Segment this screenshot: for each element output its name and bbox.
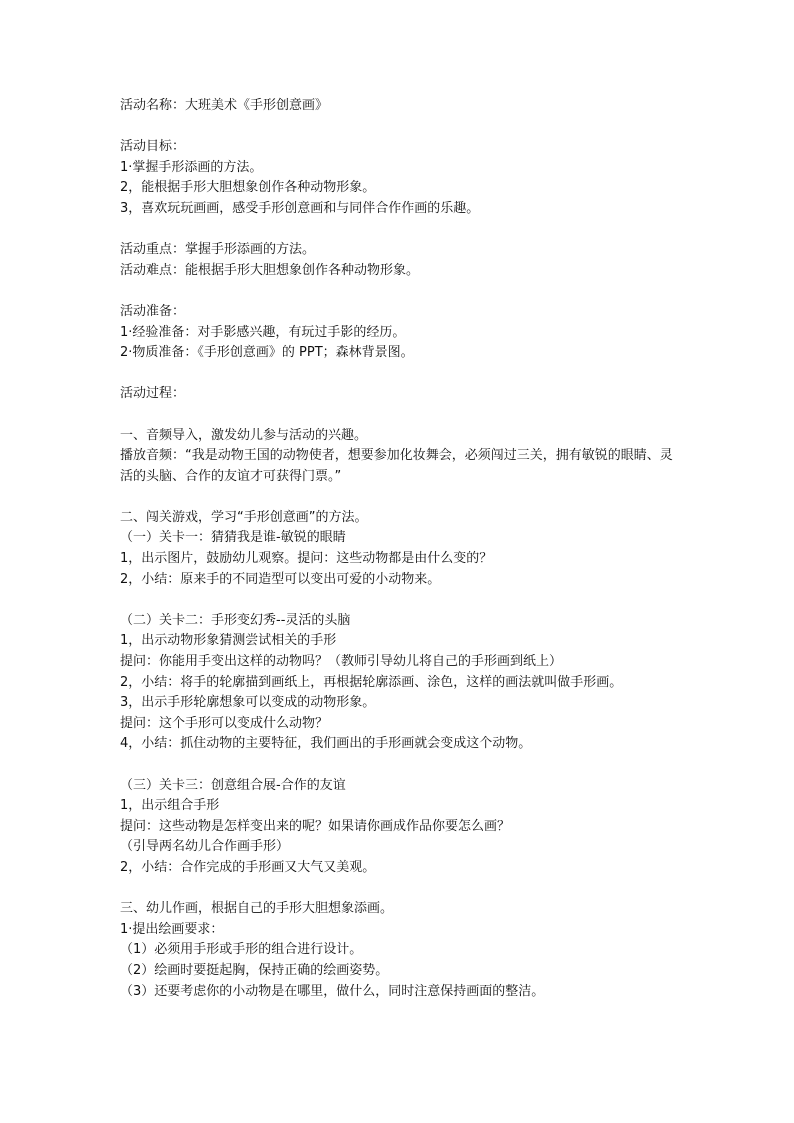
section3-item: （2）绘画时要挺起胸，保持正确的绘画姿势。 — [120, 962, 389, 978]
level2-item: 1，出示动物形象猜测尝试相关的手形 — [120, 633, 337, 649]
section3-item: （1）必须用手形或手形的组合进行设计。 — [120, 942, 363, 958]
spacer — [120, 487, 680, 508]
process-heading: 活动过程： — [120, 386, 186, 402]
level1-heading: （一）关卡一：猜猜我是谁-敏锐的眼睛 — [120, 530, 346, 546]
goal-item: 3，喜欢玩玩画画，感受手形创意画和与同伴合作作画的乐趣。 — [120, 200, 480, 216]
level2-item: 4，小结：抓住动物的主要特征，我们画出的手形画就会变成这个动物。 — [120, 736, 532, 752]
level2-heading: （二）关卡二：手形变幻秀--灵活的头脑 — [120, 612, 351, 628]
spacer — [120, 755, 680, 776]
level3-item: 2，小结：合作完成的手形画又大气又美观。 — [120, 859, 376, 875]
goal-item: 1·掌握手形添画的方法。 — [120, 159, 263, 175]
level2-item: 2，小结：将手的轮廓描到画纸上，再根据轮廓添画、涂色，这样的画法就叫做手形画。 — [120, 674, 623, 690]
section3-item: 1·提出绘画要求： — [120, 921, 224, 937]
preparation-item: 2·物质准备：《手形创意画》的 PPT；森林背景图。 — [120, 345, 414, 361]
level1-item: 2，小结：原来手的不同造型可以变出可爱的小动物来。 — [120, 571, 441, 587]
spacer — [120, 590, 680, 611]
activity-title: 活动名称：大班美术《手形创意画》 — [120, 98, 329, 113]
level2-item: 提问：这个手形可以变成什么动物？ — [120, 715, 329, 731]
level3-item: 提问：这些动物是怎样变出来的呢？如果请你画成作品你要怎么画？ — [120, 818, 511, 834]
level3-item: （引导两名幼儿合作画手形） — [120, 839, 290, 855]
spacer — [120, 364, 680, 385]
section2-heading: 二、闯关游戏，学习“手形创意画”的方法。 — [120, 509, 368, 525]
section1-text: 播放音频：“我是动物王国的动物使者，想要参加化妆舞会，必须闯过三关，拥有敏锐的眼睛、灵活的头脑、合作的友谊才可获得门票。” — [120, 448, 673, 484]
goal-item: 2，能根据手形大胆想象创作各种动物形象。 — [120, 180, 376, 196]
section1-heading: 一、音频导入，激发幼儿参与活动的兴趣。 — [120, 427, 368, 443]
level3-heading: （三）关卡三：创意组合展-合作的友谊 — [120, 777, 346, 793]
document-page — [120, 96, 680, 1002]
preparation-item: 1·经验准备：对手影感兴趣，有玩过手影的经历。 — [120, 324, 406, 340]
level2-item: 3，出示手形轮廓想象可以变成的动物形象。 — [120, 695, 376, 711]
level3-item: 1，出示组合手形 — [120, 798, 220, 814]
preparation-heading: 活动准备： — [120, 303, 186, 319]
spacer — [120, 117, 680, 138]
difficulty-point: 活动难点：能根据手形大胆想象创作各种动物形象。 — [120, 262, 420, 278]
spacer — [120, 879, 680, 900]
spacer — [120, 220, 680, 241]
goals-heading: 活动目标： — [120, 139, 186, 155]
spacer — [120, 405, 680, 426]
key-point: 活动重点：掌握手形添画的方法。 — [120, 242, 316, 258]
level2-item: 提问：你能用手变出这样的动物吗？（教师引导幼儿将自己的手形画到纸上） — [120, 654, 563, 670]
section3-heading: 三、幼儿作画，根据自己的手形大胆想象添画。 — [120, 901, 394, 917]
spacer — [120, 281, 680, 302]
section3-item: （3）还要考虑你的小动物是在哪里，做什么，同时注意保持画面的整洁。 — [120, 983, 545, 999]
level1-item: 1，出示图片，鼓励幼儿观察。提问：这些动物都是由什么变的？ — [120, 551, 493, 567]
